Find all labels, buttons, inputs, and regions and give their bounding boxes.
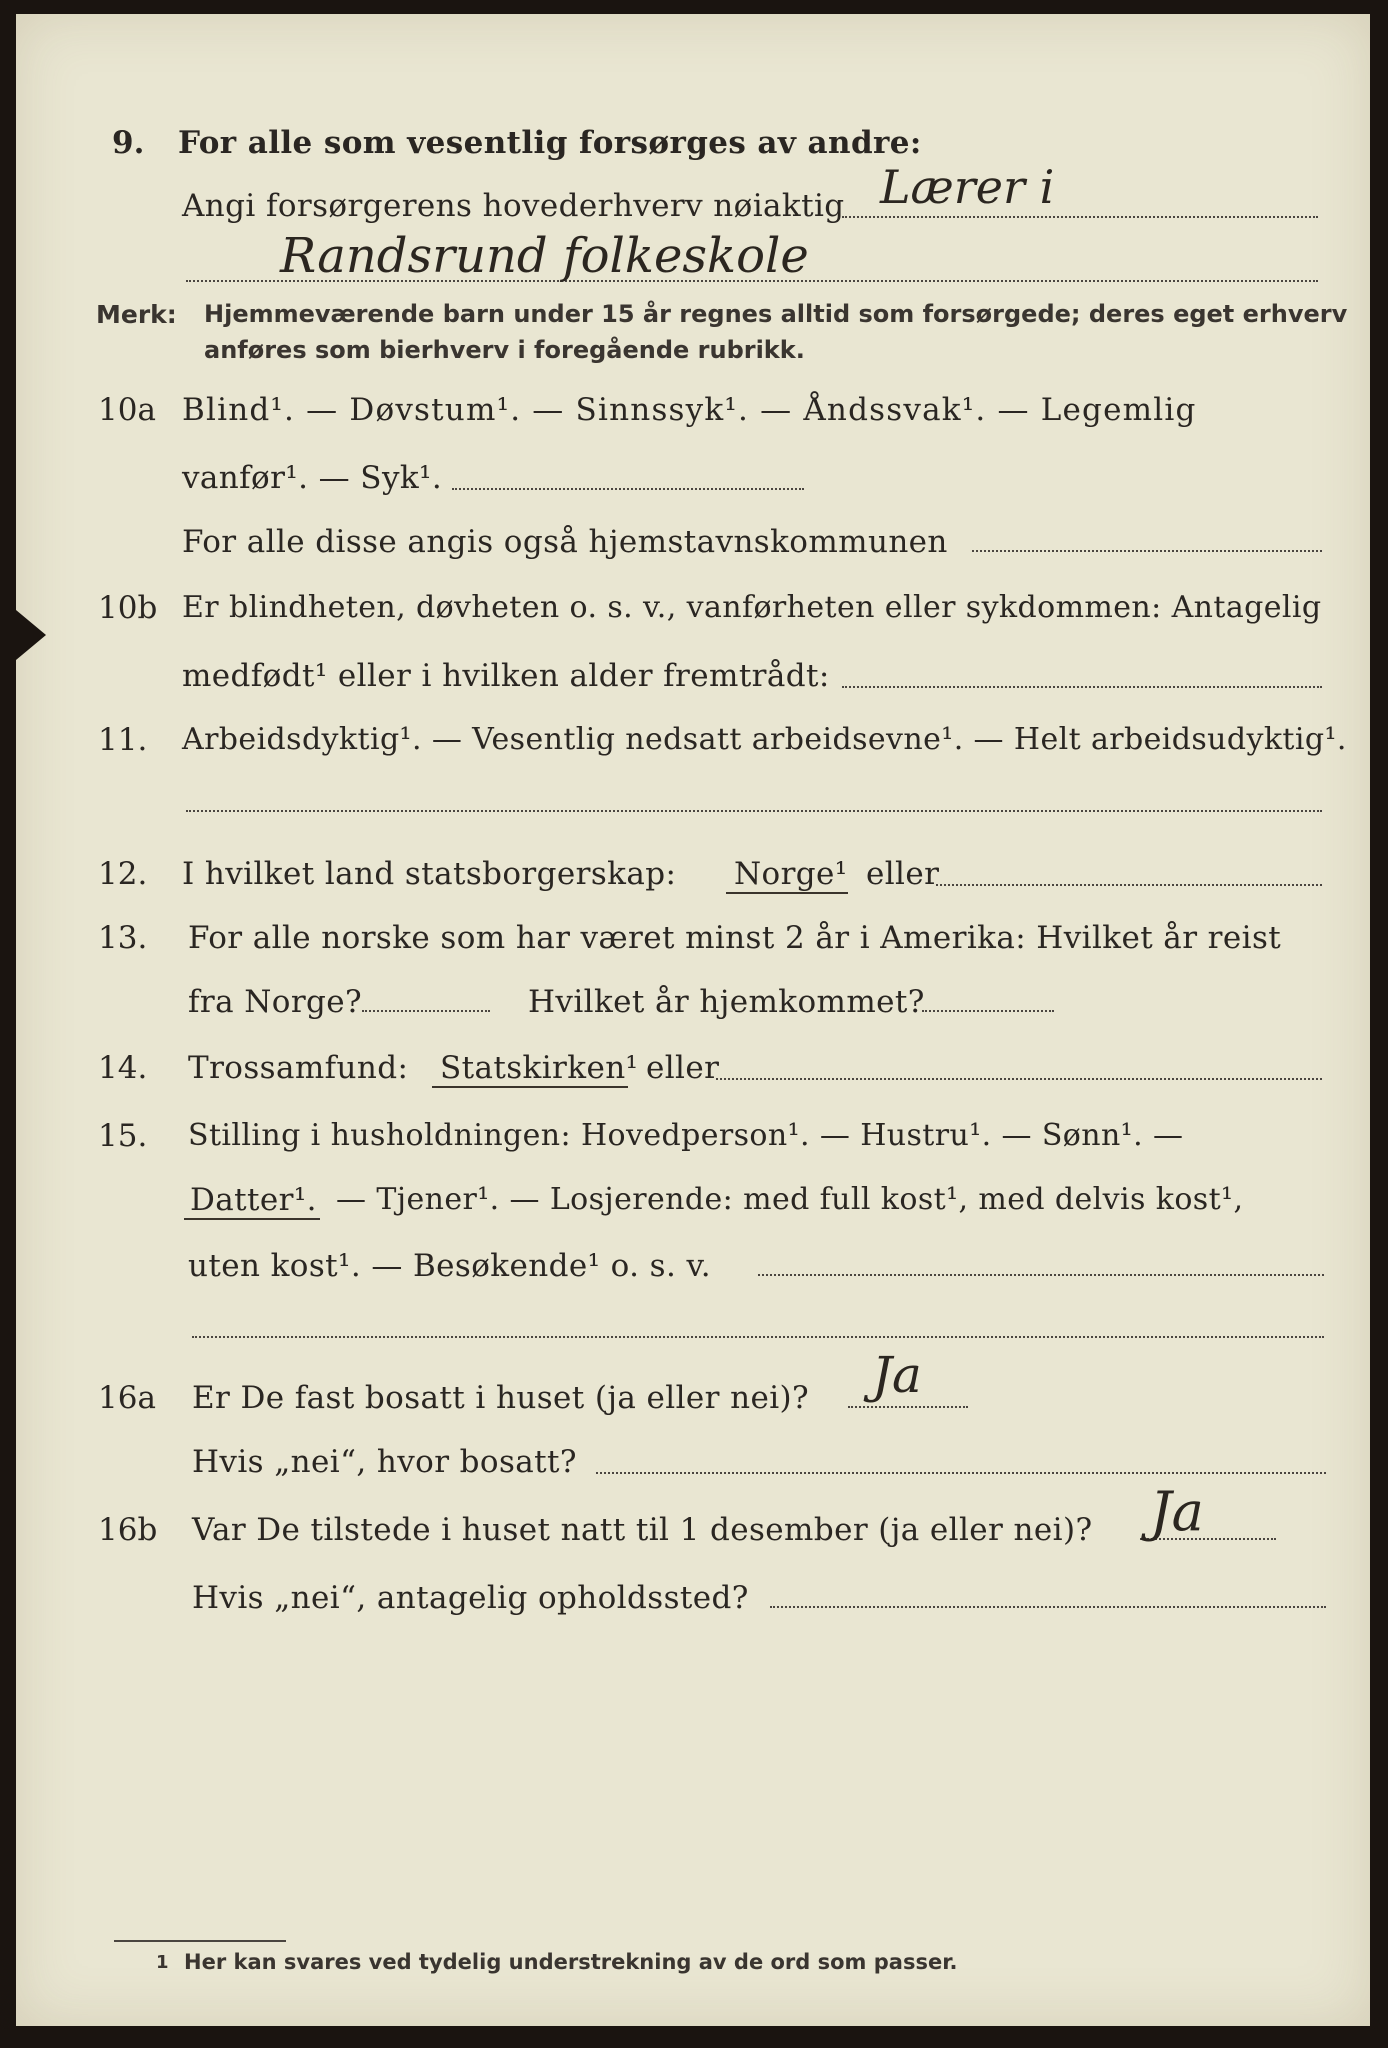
q15-option-datter: Datter¹. (190, 1182, 317, 1218)
q13-line-1: For alle norske som har været minst 2 år i Amerika: Hvilket år reist (188, 920, 1282, 956)
q12-underline-norge (726, 892, 848, 894)
q10a-number: 10a (98, 392, 156, 428)
q13-answer-line-2 (922, 1010, 1054, 1012)
q16b-answer: Ja (1150, 1480, 1204, 1543)
q10b-line-2: medfødt¹ eller i hvilken alder fremtrådt: (182, 658, 830, 694)
q12-prompt: I hvilket land statsborgerskap: (182, 856, 677, 892)
q13-number: 13. (98, 920, 148, 956)
q15-answer-line-2 (192, 1336, 1324, 1338)
q16b-line-1: Var De tilstede i huset natt til 1 desember (ja eller nei)? (192, 1512, 1093, 1548)
q9-number: 9. (112, 125, 145, 161)
q9-answer-1: Lærer i (880, 160, 1055, 214)
q14-number: 14. (98, 1050, 148, 1086)
q15-line-2: — Tjener¹. — Losjerende: med full kost¹, med delvis kost¹, (336, 1182, 1244, 1217)
q10a-line-1: Blind¹. — Døvstum¹. — Sinnssyk¹. — Åndssvak¹. — Legemlig (182, 392, 1197, 428)
q11-line-1: Arbeidsdyktig¹. — Vesentlig nedsatt arbeidsevne¹. — Helt arbeidsudyktig¹. (182, 722, 1347, 757)
q9-answer-line-1 (842, 216, 1318, 218)
q10a-answer-line-1 (452, 488, 804, 490)
q10b-number: 10b (98, 590, 158, 626)
q11-answer-line (186, 810, 1322, 812)
q10a-line-2: vanfør¹. — Syk¹. (182, 460, 443, 496)
q15-line-1: Stilling i husholdningen: Hovedperson¹. — Hustru¹. — Sønn¹. — (188, 1118, 1184, 1153)
footnote-text: Her kan svares ved tydelig understrekning av de ord som passer. (184, 1950, 958, 1974)
q16a-line-2: Hvis „nei“, hvor bosatt? (192, 1444, 577, 1480)
footnote-rule (114, 1940, 286, 1942)
q14-underline-statskirken (432, 1086, 628, 1088)
q12-number: 12. (98, 856, 148, 892)
q15-underline-datter (184, 1218, 320, 1220)
q11-number: 11. (98, 722, 148, 758)
q14-prompt: Trossamfund: (188, 1050, 409, 1086)
merk-line-1: Hjemmeværende barn under 15 år regnes alltid som forsørgede; deres eget erhverv (204, 300, 1348, 328)
q13-line-2a: fra Norge? (188, 984, 363, 1020)
q10b-line-1: Er blindheten, døvheten o. s. v., vanførheten eller sykdommen: Antagelig (182, 590, 1322, 625)
q12-else: eller (866, 856, 940, 892)
q16a-answer-line (848, 1406, 968, 1408)
q16a-answer: Ja (872, 1346, 922, 1404)
q16a-line-1: Er De fast bosatt i huset (ja eller nei)? (192, 1380, 810, 1416)
q14-answer-line (716, 1078, 1322, 1080)
q9-heading: For alle som vesentlig forsørges av andre: (178, 125, 922, 161)
q14-else: eller (646, 1050, 720, 1086)
q12-answer-line (936, 884, 1322, 886)
q13-answer-line-1 (362, 1010, 490, 1012)
merk-label: Merk: (96, 300, 177, 329)
q16a-answer-line-2 (596, 1472, 1326, 1474)
q15-line-3: uten kost¹. — Besøkende¹ o. s. v. (188, 1248, 711, 1284)
q9-answer-2: Randsrund folkeskole (280, 228, 809, 284)
q9-prompt: Angi forsørgerens hovederhverv nøiaktig (182, 188, 845, 224)
page-edge-notch (16, 610, 46, 660)
q16b-line-2: Hvis „nei“, antagelig opholdssted? (192, 1580, 749, 1616)
q16b-answer-line-2 (770, 1606, 1326, 1608)
q12-option-norge: Norge¹ (734, 856, 848, 892)
q14-option-statskirken: Statskirken¹ (440, 1050, 639, 1086)
q10a-answer-line-2 (972, 550, 1322, 552)
q13-line-2b: Hvilket år hjemkommet? (528, 984, 925, 1020)
q10b-answer-line (842, 686, 1322, 688)
q15-answer-line-1 (758, 1274, 1324, 1276)
footnote-mark: 1 (156, 1952, 169, 1973)
q10a-line-3: For alle disse angis også hjemstavnskommunen (182, 524, 948, 560)
q16a-number: 16a (98, 1380, 156, 1416)
merk-line-2: anføres som bierhverv i foregående rubrikk. (204, 336, 805, 364)
q15-number: 15. (98, 1118, 148, 1154)
q16b-number: 16b (98, 1512, 158, 1548)
